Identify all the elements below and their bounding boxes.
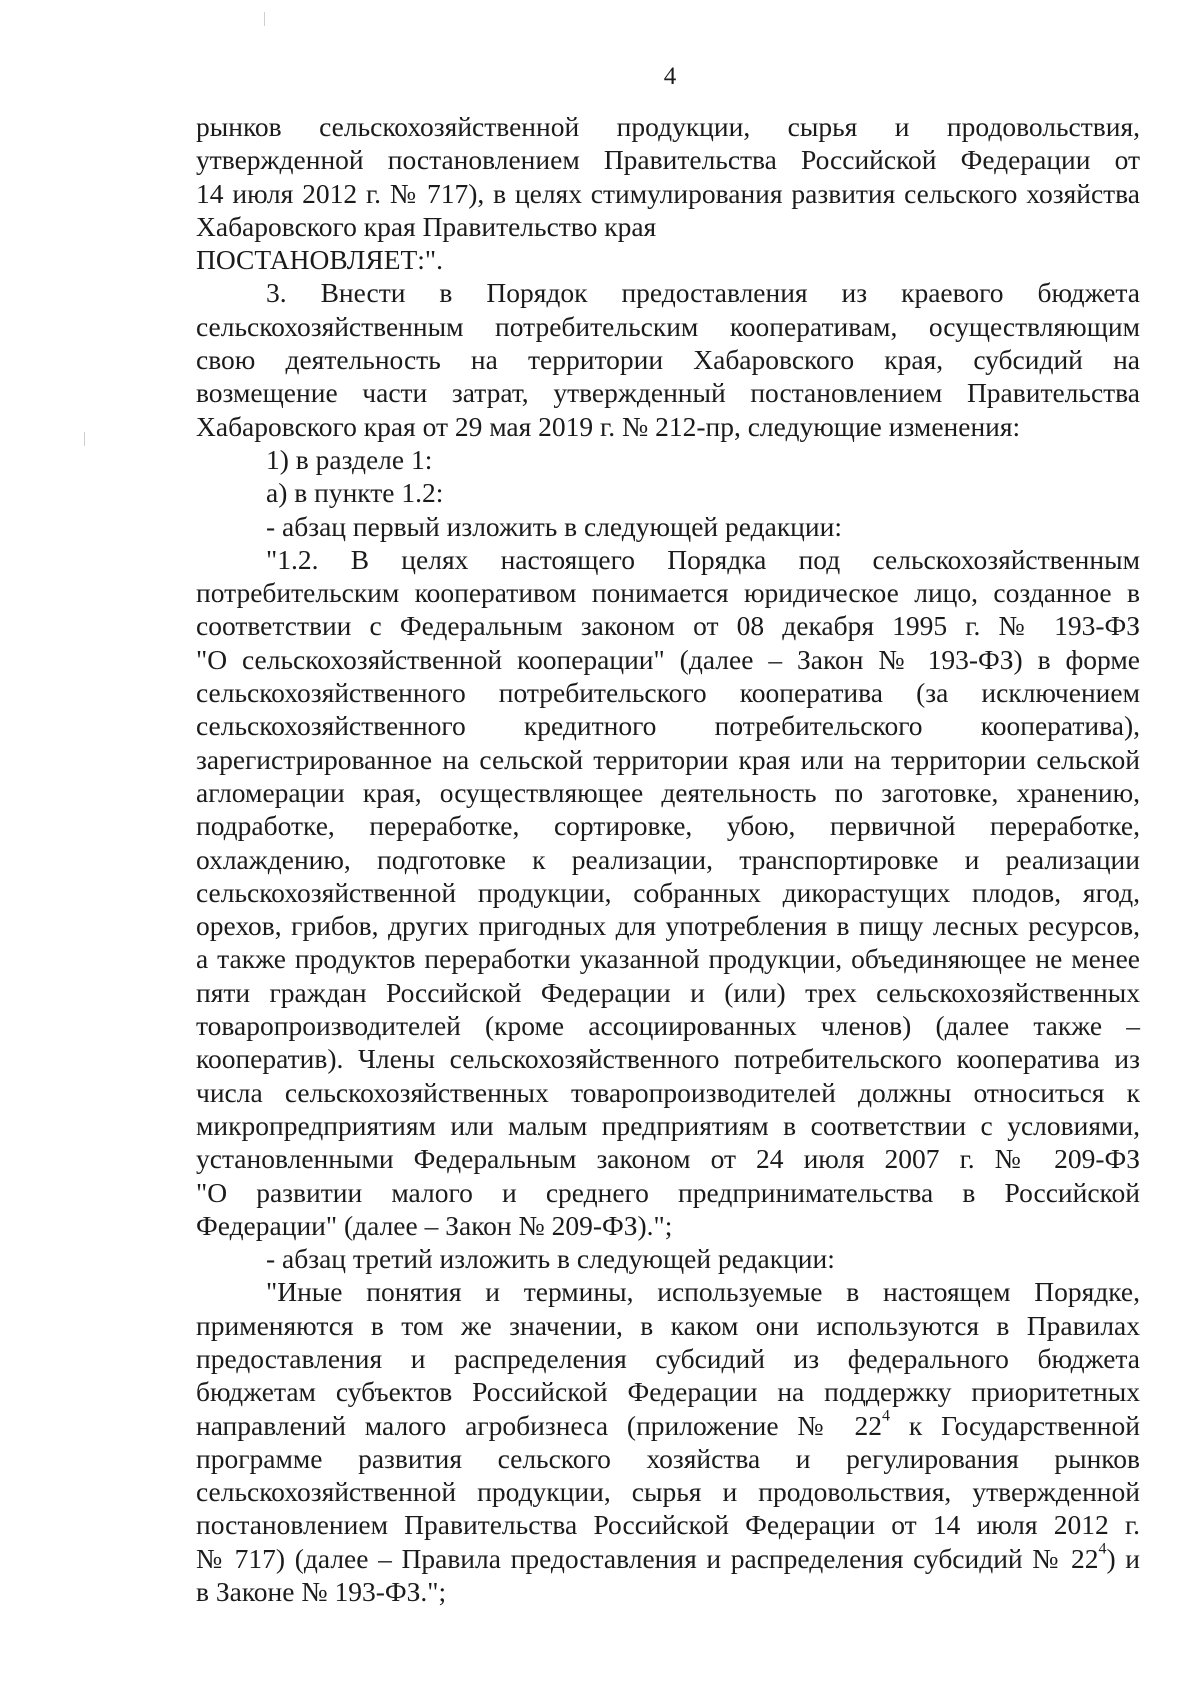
line-text: сельскохозяйственной продукции, сырья и продовольствия, утвержденной bbox=[196, 1476, 1140, 1508]
text-line bbox=[196, 410, 1140, 443]
line-text: агломерации края, осуществляющее деятельность по заготовке, хранению, bbox=[196, 776, 1140, 808]
text-line bbox=[196, 276, 1140, 309]
line-text: сельскохозяйственной продукции, собранных дикорастущих плодов, ягод, bbox=[196, 876, 1140, 908]
line-text: предоставления и распределения субсидий из федерального бюджета bbox=[196, 1342, 1140, 1374]
text-line bbox=[196, 1242, 1140, 1275]
line-text: "Иные понятия и термины, используемые в настоящем Порядке, bbox=[266, 1276, 1140, 1308]
line-text: товаропроизводителей (кроме ассоциированных членов) (далее также – bbox=[196, 1010, 1140, 1042]
line-text-continuation: ) и bbox=[1106, 1542, 1140, 1574]
text-line bbox=[196, 643, 1140, 676]
superscript: 4 bbox=[1098, 1540, 1107, 1558]
text-line bbox=[196, 1076, 1140, 1109]
line-text: 1) в разделе 1: bbox=[266, 443, 433, 475]
line-text: кооператив). Члены сельскохозяйственного потребительского кооператива из bbox=[196, 1043, 1140, 1075]
line-text: рынков сельскохозяйственной продукции, сырья и продовольствия, bbox=[196, 111, 1140, 142]
text-line bbox=[196, 909, 1140, 942]
text-line bbox=[196, 1442, 1140, 1475]
line-text: а также продуктов переработки указанной продукции, объединяющее не менее bbox=[196, 943, 1140, 975]
text-line bbox=[196, 1542, 1140, 1575]
text-line bbox=[196, 676, 1140, 709]
line-text: - абзац третий изложить в следующей редакции: bbox=[266, 1243, 835, 1275]
text-line bbox=[196, 1475, 1140, 1508]
line-text: 14 июля 2012 г. № 717), в целях стимулирования развития сельского хозяйства bbox=[196, 177, 1140, 209]
line-text: соответствии с Федеральным законом от 08 декабря 1995 г. № 193-ФЗ bbox=[196, 610, 1140, 642]
line-text: "1.2. В целях настоящего Порядка под сельскохозяйственным bbox=[266, 543, 1140, 575]
text-line bbox=[196, 576, 1140, 609]
text-line bbox=[196, 1342, 1140, 1375]
line-text: направлений малого агробизнеса (приложение № 22 bbox=[196, 1409, 883, 1441]
line-text: сельскохозяйственным потребительским кооперативам, осуществляющим bbox=[196, 310, 1140, 342]
text-line bbox=[196, 876, 1140, 909]
text-line bbox=[196, 609, 1140, 642]
line-text: микропредприятиям или малым предприятиям в соответствии с условиями, bbox=[196, 1109, 1140, 1141]
page-number: 4 bbox=[663, 63, 677, 90]
text-line bbox=[196, 1109, 1140, 1142]
text-line bbox=[196, 843, 1140, 876]
text-line bbox=[196, 1309, 1140, 1342]
text-line bbox=[196, 343, 1140, 376]
text-line bbox=[196, 709, 1140, 742]
line-text: потребительским кооперативом понимается юридическое лицо, созданное в bbox=[196, 577, 1140, 609]
line-text: Хабаровского края Правительство края bbox=[196, 210, 657, 242]
line-text: орехов, грибов, других пригодных для употребления в пищу лесных ресурсов, bbox=[196, 910, 1140, 942]
line-text: Хабаровского края от 29 мая 2019 г. № 212-пр, следующие изменения: bbox=[196, 410, 1021, 442]
text-line bbox=[196, 443, 1140, 476]
line-text: бюджетам субъектов Российской Федерации на поддержку приоритетных bbox=[196, 1376, 1140, 1408]
text-line bbox=[196, 543, 1140, 576]
text-line bbox=[196, 177, 1140, 210]
line-text: "О сельскохозяйственной кооперации" (далее – Закон № 193-ФЗ) в форме bbox=[196, 643, 1140, 675]
line-text: постановлением Правительства Российской Федерации от 14 июля 2012 г. bbox=[196, 1509, 1140, 1541]
line-text: "О развитии малого и среднего предпринимательства в Российской bbox=[196, 1176, 1140, 1208]
text-line bbox=[196, 1275, 1140, 1308]
text-line bbox=[196, 743, 1140, 776]
line-text: сельскохозяйственного кредитного потребительского кооператива), bbox=[196, 710, 1140, 742]
scan-mark bbox=[84, 432, 85, 446]
line-text: возмещение части затрат, утвержденный постановлением Правительства bbox=[196, 377, 1140, 409]
text-line bbox=[196, 243, 1140, 276]
text-line bbox=[196, 1009, 1140, 1042]
line-text: ПОСТАНОВЛЯЕТ:". bbox=[196, 244, 444, 276]
line-text: утвержденной постановлением Правительства Российской Федерации от bbox=[196, 144, 1140, 176]
text-line bbox=[196, 1375, 1140, 1408]
line-text: в Законе № 193-ФЗ."; bbox=[196, 1576, 447, 1608]
text-line bbox=[196, 776, 1140, 809]
line-text: 3. Внести в Порядок предоставления из краевого бюджета bbox=[266, 277, 1140, 309]
line-text: Федерации" (далее – Закон № 209-ФЗ)."; bbox=[196, 1209, 673, 1241]
line-text: свою деятельность на территории Хабаровского края, субсидий на bbox=[196, 344, 1140, 376]
line-text: № 717) (далее – Правила предоставления и распределения субсидий № 22 bbox=[196, 1542, 1099, 1574]
line-text: а) в пункте 1.2: bbox=[266, 477, 444, 509]
text-line bbox=[196, 210, 1140, 243]
text-line bbox=[196, 976, 1140, 1009]
text-line bbox=[196, 476, 1140, 509]
line-text: установленными Федеральным законом от 24 июля 2007 г. № 209-ФЗ bbox=[196, 1143, 1140, 1175]
text-line bbox=[196, 110, 1140, 143]
text-line bbox=[196, 1508, 1140, 1541]
line-text: программе развития сельского хозяйства и регулирования рынков bbox=[196, 1442, 1140, 1474]
text-line bbox=[196, 1042, 1140, 1075]
text-line bbox=[196, 1142, 1140, 1175]
line-text: пяти граждан Российской Федерации и (или) трех сельскохозяйственных bbox=[196, 976, 1140, 1008]
line-text: подработке, переработке, сортировке, убою, первичной переработке, bbox=[196, 810, 1140, 842]
line-text: применяются в том же значении, в каком они используются в Правилах bbox=[196, 1309, 1140, 1341]
text-line bbox=[196, 510, 1140, 543]
text-line bbox=[196, 809, 1140, 842]
text-line bbox=[196, 1575, 1140, 1608]
text-line bbox=[196, 1209, 1140, 1242]
line-text-continuation: к Государственной bbox=[890, 1409, 1140, 1441]
text-line bbox=[196, 376, 1140, 409]
text-line bbox=[196, 1409, 1140, 1442]
line-text: числа сельскохозяйственных товаропроизводителей должны относиться к bbox=[196, 1076, 1140, 1108]
line-text: - абзац первый изложить в следующей редакции: bbox=[266, 510, 842, 542]
text-line bbox=[196, 942, 1140, 975]
text-line bbox=[196, 143, 1140, 176]
line-text: охлаждению, подготовке к реализации, транспортировке и реализации bbox=[196, 843, 1140, 875]
superscript: 4 bbox=[882, 1407, 891, 1425]
scan-mark bbox=[264, 12, 265, 26]
document-body bbox=[196, 110, 1140, 1608]
text-line bbox=[196, 310, 1140, 343]
text-line bbox=[196, 1176, 1140, 1209]
line-text: сельскохозяйственного потребительского кооператива (за исключением bbox=[196, 677, 1140, 709]
line-text: зарегистрированное на сельской территории края или на территории сельской bbox=[196, 743, 1140, 775]
